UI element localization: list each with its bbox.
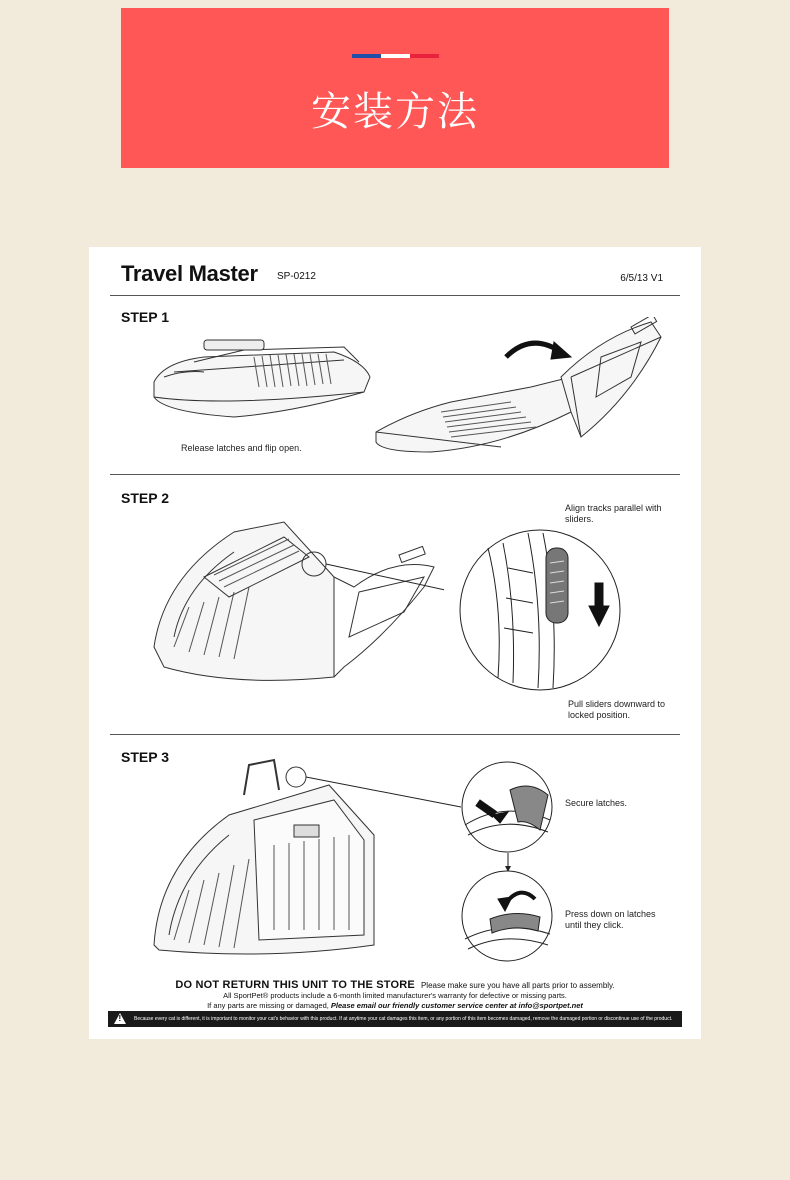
footer-line-2: All SportPet® products include a 6-month limited manufacturer's warranty for defective or missing parts. [223, 991, 567, 1000]
footer-notice [89, 980, 701, 1010]
divider [110, 295, 680, 296]
instruction-sheet [89, 247, 701, 1039]
step-1-open-carrier-illustration [371, 317, 671, 462]
footer-line-3-prefix: If any parts are missing or damaged, [207, 1000, 329, 1010]
warning-text: Because every cat is different, it is important to monitor your cat's behavior with this product. If at anytime your cat damages this item, or any portion of this item becomes damaged, remove the damaged portion or discontinue use of the product. [134, 1016, 673, 1022]
divider [110, 474, 680, 475]
product-code: SP-0212 [277, 271, 316, 282]
step-2-caption-pull: Pull sliders downward to locked position. [568, 699, 666, 720]
step-3-label: STEP 3 [121, 749, 169, 765]
step-3-press-latch-detail-illustration [460, 869, 554, 963]
step-1-closed-carrier-illustration [144, 332, 374, 422]
footer-line-1: Please make sure you have all parts prior to assembly. [420, 981, 615, 990]
step-2-caption-align: Align tracks parallel with sliders. [565, 503, 662, 524]
step-3-latch-detail-illustration [460, 760, 554, 854]
step-1-caption: Release latches and flip open. [181, 443, 302, 453]
step-3-caption-secure: Secure latches. [565, 798, 628, 808]
step-2-carrier-illustration [144, 517, 444, 687]
divider [110, 734, 680, 735]
product-title: Travel Master [121, 261, 258, 286]
step-3-caption-press: Press down on latches until they click. [565, 909, 656, 930]
footer-line-3 [89, 1001, 701, 1011]
step-1-label: STEP 1 [121, 309, 169, 325]
warning-icon [114, 1013, 126, 1024]
footer-line-3-emphasis: Please email our friendly customer service center at info@sportpet.net [330, 1000, 583, 1010]
banner-title: 安装方法 [311, 89, 479, 135]
step-3-assembled-carrier-illustration [149, 755, 469, 965]
step-2-label: STEP 2 [121, 490, 169, 506]
document-version: 6/5/13 V1 [620, 273, 663, 284]
tricolor-flag-icon [352, 54, 439, 58]
footer-headline: DO NOT RETURN THIS UNIT TO THE STORE [175, 979, 415, 991]
warning-bar [108, 1011, 682, 1027]
step-2-slider-detail-illustration [458, 528, 623, 693]
header-banner [121, 8, 669, 168]
